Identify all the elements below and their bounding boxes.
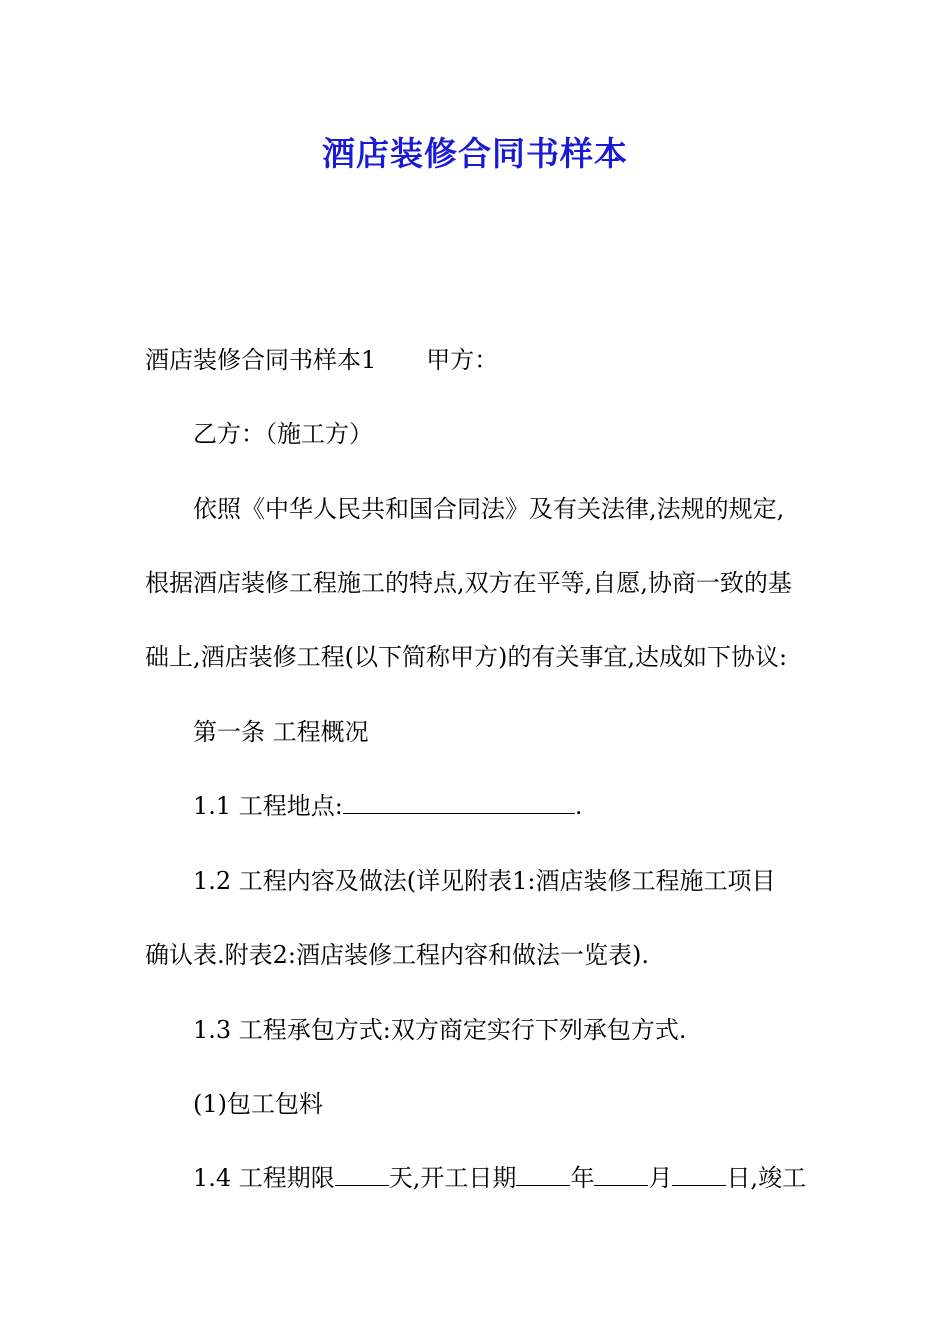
item-1-1 <box>193 790 810 822</box>
item-1-4-part4: 月 <box>648 1164 673 1192</box>
location-blank <box>343 791 575 814</box>
document-title: 酒店装修合同书样本 <box>322 134 628 173</box>
day-blank <box>672 1163 726 1186</box>
item-1-4-part2: 天,开工日期 <box>388 1164 517 1192</box>
month-blank <box>594 1163 648 1186</box>
item-1-3-option: (1)包工包料 <box>193 1090 323 1118</box>
item-1-4-part5: 日,竣工 <box>726 1164 807 1192</box>
party-b-line: 乙方：（施工方） <box>193 420 373 448</box>
preamble-line-1: 依照《中华人民共和国合同法》及有关法律,法规的规定, <box>193 495 785 523</box>
preamble-line-2: 根据酒店装修工程施工的特点,双方在平等,自愿,协商一致的基 <box>145 569 792 597</box>
preamble-line-3: 础上,酒店装修工程(以下简称甲方)的有关事宜,达成如下协议: <box>145 643 788 671</box>
party-a-label: 甲方： <box>426 346 499 374</box>
item-1-4-part3: 年 <box>570 1164 595 1192</box>
days-blank <box>335 1163 389 1186</box>
intro-line <box>145 344 810 376</box>
article-1-heading: 第一条 工程概况 <box>193 718 369 746</box>
item-1-1-end: . <box>574 792 583 820</box>
item-1-4-part1: 1.4 工程期限 <box>193 1164 335 1192</box>
item-1-3: 1.3 工程承包方式:双方商定实行下列承包方式. <box>193 1016 687 1044</box>
item-1-4 <box>193 1162 810 1194</box>
item-1-1-label: 1.1 工程地点: <box>193 792 343 820</box>
item-1-2-line-2: 确认表.附表2:酒店装修工程内容和做法一览表). <box>145 941 649 969</box>
intro-heading: 酒店装修合同书样本1 <box>145 346 377 374</box>
year-blank <box>516 1163 570 1186</box>
item-1-2-line-1: 1.2 工程内容及做法(详见附表1:酒店装修工程施工项目 <box>193 867 776 895</box>
